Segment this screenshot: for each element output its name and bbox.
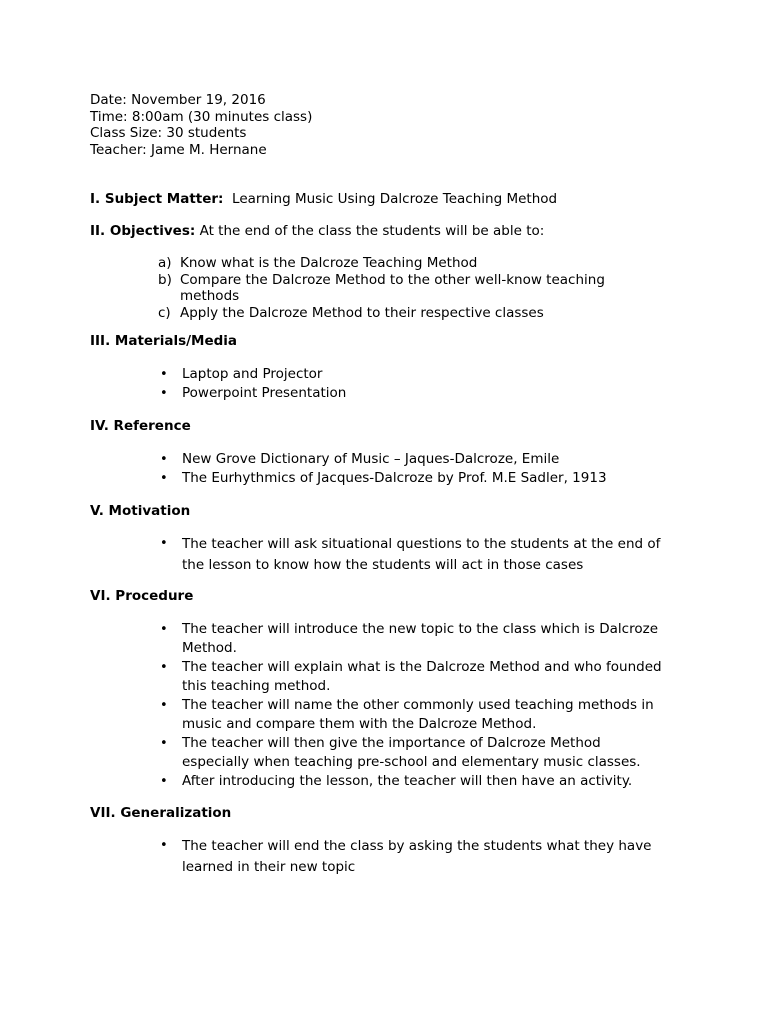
- procedure-list: [158, 620, 678, 791]
- motivation-label: V. Motivation: [90, 503, 191, 519]
- list-item: [158, 365, 678, 384]
- objectives-section: [90, 223, 544, 240]
- list-item-text: Compare the Dalcroze Method to the other well-know teaching methods: [180, 271, 605, 304]
- list-item-text: The teacher will end the class by asking the students what they have learned in their new topic: [182, 838, 652, 875]
- bullet-icon: •: [160, 471, 168, 486]
- time-line: Time: 8:00am (30 minutes class): [90, 108, 313, 125]
- list-item-text: Know what is the Dalcroze Teaching Method: [180, 255, 478, 271]
- generalization-heading: [90, 805, 231, 822]
- materials-heading: [90, 333, 237, 350]
- class-size-line: Class Size: 30 students: [90, 125, 247, 141]
- bullet-icon: •: [160, 386, 168, 401]
- list-item: [158, 696, 678, 734]
- materials-label: III. Materials/Media: [90, 333, 238, 349]
- list-marker: c): [158, 304, 171, 321]
- list-item: [158, 384, 678, 403]
- list-item-text: Laptop and Projector: [182, 366, 323, 382]
- list-item: [158, 772, 678, 791]
- teacher-line: Teacher: Jame M. Hernane: [90, 141, 267, 158]
- list-item: [158, 255, 678, 272]
- reference-label: IV. Reference: [90, 418, 191, 434]
- bullet-icon: •: [160, 367, 168, 382]
- bullet-icon: •: [160, 452, 168, 467]
- list-marker: a): [158, 255, 172, 271]
- motivation-list: [158, 534, 678, 575]
- bullet-icon: •: [160, 838, 168, 853]
- list-item: [158, 534, 678, 575]
- list-item: [158, 305, 678, 322]
- procedure-heading: [90, 588, 193, 605]
- list-item: [158, 469, 678, 488]
- objectives-list: [158, 255, 678, 321]
- list-item-text: The teacher will ask situational questions to the students at the end of the lesson to know how the students will act in those cases: [182, 536, 661, 573]
- objectives-intro: At the end of the class the students will be able to:: [199, 223, 545, 239]
- list-item-text: Apply the Dalcroze Method to their respective classes: [180, 304, 544, 321]
- materials-list: [158, 365, 678, 403]
- procedure-label: VI. Procedure: [90, 588, 194, 604]
- generalization-label: VII. Generalization: [90, 805, 232, 821]
- generalization-list: [158, 836, 678, 877]
- list-marker: b): [158, 271, 172, 288]
- date-line: Date: November 19, 2016: [90, 92, 266, 108]
- subject-matter-label: I. Subject Matter:: [90, 191, 224, 207]
- list-item: [158, 836, 678, 877]
- bullet-icon: •: [160, 622, 168, 637]
- list-item-text: The teacher will explain what is the Dalcroze Method and who founded this teaching method.: [182, 659, 662, 694]
- list-item: [158, 272, 678, 305]
- lesson-header: [90, 92, 312, 158]
- list-item-text: The teacher will then give the importance of Dalcroze Method especially when teaching pre-school and elementary music classes.: [182, 735, 641, 770]
- motivation-heading: [90, 503, 190, 520]
- bullet-icon: •: [160, 736, 168, 751]
- subject-matter-section: [90, 191, 557, 208]
- bullet-icon: •: [160, 774, 168, 789]
- reference-heading: [90, 418, 191, 435]
- list-item-text: The Eurhythmics of Jacques-Dalcroze by Prof. M.E Sadler, 1913: [182, 470, 607, 486]
- list-item: [158, 734, 678, 772]
- subject-matter-value: Learning Music Using Dalcroze Teaching Method: [232, 191, 558, 207]
- bullet-icon: •: [160, 536, 168, 551]
- list-item-text: The teacher will name the other commonly used teaching methods in music and compare them with the Dalcroze Method.: [182, 697, 654, 732]
- reference-list: [158, 450, 678, 488]
- list-item: [158, 658, 678, 696]
- list-item-text: After introducing the lesson, the teacher will then have an activity.: [182, 773, 633, 789]
- list-item: [158, 620, 678, 658]
- list-item: [158, 450, 678, 469]
- bullet-icon: •: [160, 660, 168, 675]
- objectives-label: II. Objectives:: [90, 223, 196, 239]
- bullet-icon: •: [160, 698, 168, 713]
- list-item-text: The teacher will introduce the new topic to the class which is Dalcroze Method.: [182, 621, 659, 656]
- list-item-text: New Grove Dictionary of Music – Jaques-Dalcroze, Emile: [182, 451, 560, 467]
- list-item-text: Powerpoint Presentation: [182, 385, 347, 401]
